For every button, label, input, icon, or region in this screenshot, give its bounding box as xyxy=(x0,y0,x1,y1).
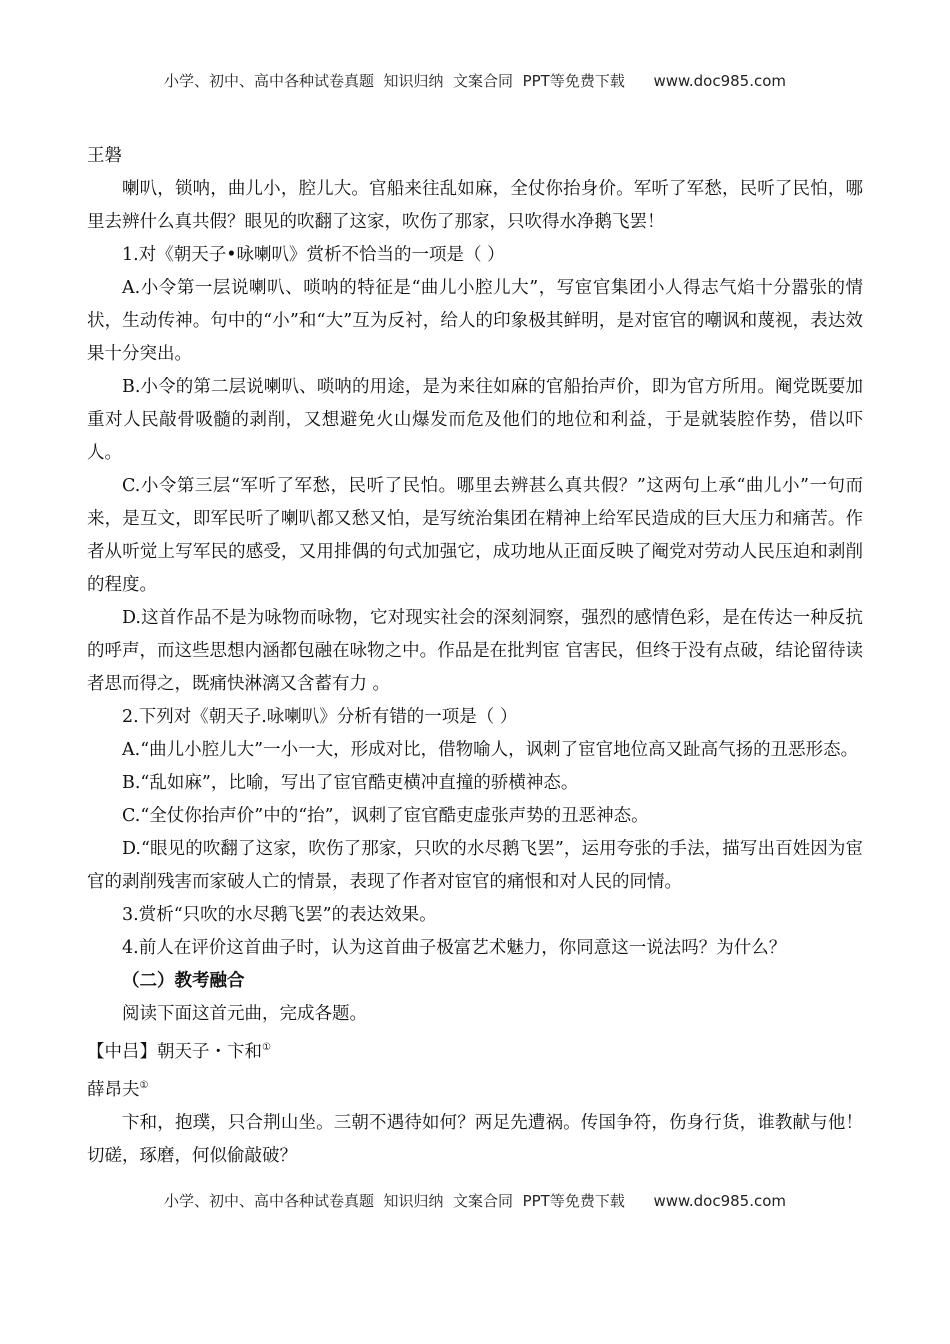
poem-2-title xyxy=(87,1031,863,1069)
question-1-option-a: A.小令第一层说喇叭、唢呐的特征是“曲儿小腔儿大”，写宦官集团小人得志气焰十分嚣张的情状，生动传神。句中的“小”和“大”互为反衬，给人的印象极其鲜明，是对宦官的嘲讽和蔑视，表达效果十分突出。 xyxy=(87,278,863,364)
poem-text: 喇叭，锁呐，曲儿小，腔儿大。官船来往乱如麻，全仗你抬身价。军听了军愁，民听了民怕，哪里去辨什么真共假？眼见的吹翻了这家，吹伤了那家，只吹得水净鹅飞罢！ xyxy=(87,179,863,232)
document-body xyxy=(87,140,863,1173)
poem-2-title-text: 【中吕】朝天子・卞和 xyxy=(87,1041,262,1062)
footnote-marker: ① xyxy=(262,1042,271,1053)
author-name: 王磐 xyxy=(87,146,122,166)
poem-2-author-text: 薛昂夫 xyxy=(87,1079,140,1100)
page-footer: 小学、初中、高中各种试卷真题 知识归纳 文案合同 PPT等免费下载 www.doc985.com xyxy=(163,1192,787,1210)
question-4: 4.前人在评价这首曲子时，认为这首曲子极富艺术魅力，你同意这一说法吗？为什么？ xyxy=(122,938,787,958)
poem-2-text: 卞和，抱璞，只合荆山坐。三朝不遇待如何？两足先遭祸。传国争符，伤身行货，谁教献与他！切磋，琢磨，何似偷敲破？ xyxy=(87,1112,863,1166)
question-2-option-c: C.“全仗你抬声价”中的“抬”，讽刺了宦官酷吏虚张声势的丑恶神态。 xyxy=(122,806,649,826)
question-2-option-d: D.“眼见的吹翻了这家，吹伤了那家，只吹的水尽鹅飞罢”，运用夸张的手法，描写出百姓因为宦官的剥削残害而家破人亡的情景，表现了作者对宦官的痛恨和对人民的同情。 xyxy=(87,839,863,892)
reading-instruction: 阅读下面这首元曲，完成各题。 xyxy=(122,1004,367,1024)
footnote-marker: ① xyxy=(139,1079,149,1091)
question-1-option-b: B.小令的第二层说喇叭、唢呐的用途，是为来往如麻的官船抬声价，即为官方所用。阉党既要加重对人民敲骨吸髓的剥削，又想避免火山爆发而危及他们的地位和利益，于是就装腔作势，借以吓人。 xyxy=(87,377,863,463)
question-3: 3.赏析“只吹的水尽鹅飞罢”的表达效果。 xyxy=(122,905,437,925)
page-header: 小学、初中、高中各种试卷真题 知识归纳 文案合同 PPT等免费下载 www.doc985.com xyxy=(163,72,787,90)
section-heading: （二）教考融合 xyxy=(122,971,245,991)
poem-2-author xyxy=(87,1069,863,1107)
question-2-option-b: B.“乱如麻”，比喻，写出了宦官酷吏横冲直撞的骄横神态。 xyxy=(122,773,579,793)
question-1-option-d: D.这首作品不是为咏物而咏物，它对现实社会的深刻洞察，强烈的感情色彩，是在传达一种反抗的呼声，而这些思想内涵都包融在咏物之中。作品是在批判宦 官害民，但终于没有点破，结论留待读者思而得之，既痛快淋漓又含蓄有力 。 xyxy=(87,608,863,694)
question-2-option-a: A.“曲儿小腔儿大”一小一大，形成对比，借物喻人，讽刺了宦官地位高又趾高气扬的丑恶形态。 xyxy=(122,740,859,760)
question-1-stem: 1.对《朝天子•咏喇叭》赏析不恰当的一项是（ ） xyxy=(122,245,505,265)
question-1-option-c: C.小令第三层“军听了军愁，民听了民怕。哪里去辨甚么真共假？”这两句上承“曲儿小”一句而来，是互文，即军民听了喇叭都又愁又怕，是写统治集团在精神上给军民造成的巨大压力和痛苦。作者从听觉上写军民的感受，又用排偶的句式加强它，成功地从正面反映了阉党对劳动人民压迫和剥削的程度。 xyxy=(87,476,863,595)
question-2-stem: 2.下列对《朝天子.咏喇叭》分析有错的一项是（ ） xyxy=(122,707,518,727)
